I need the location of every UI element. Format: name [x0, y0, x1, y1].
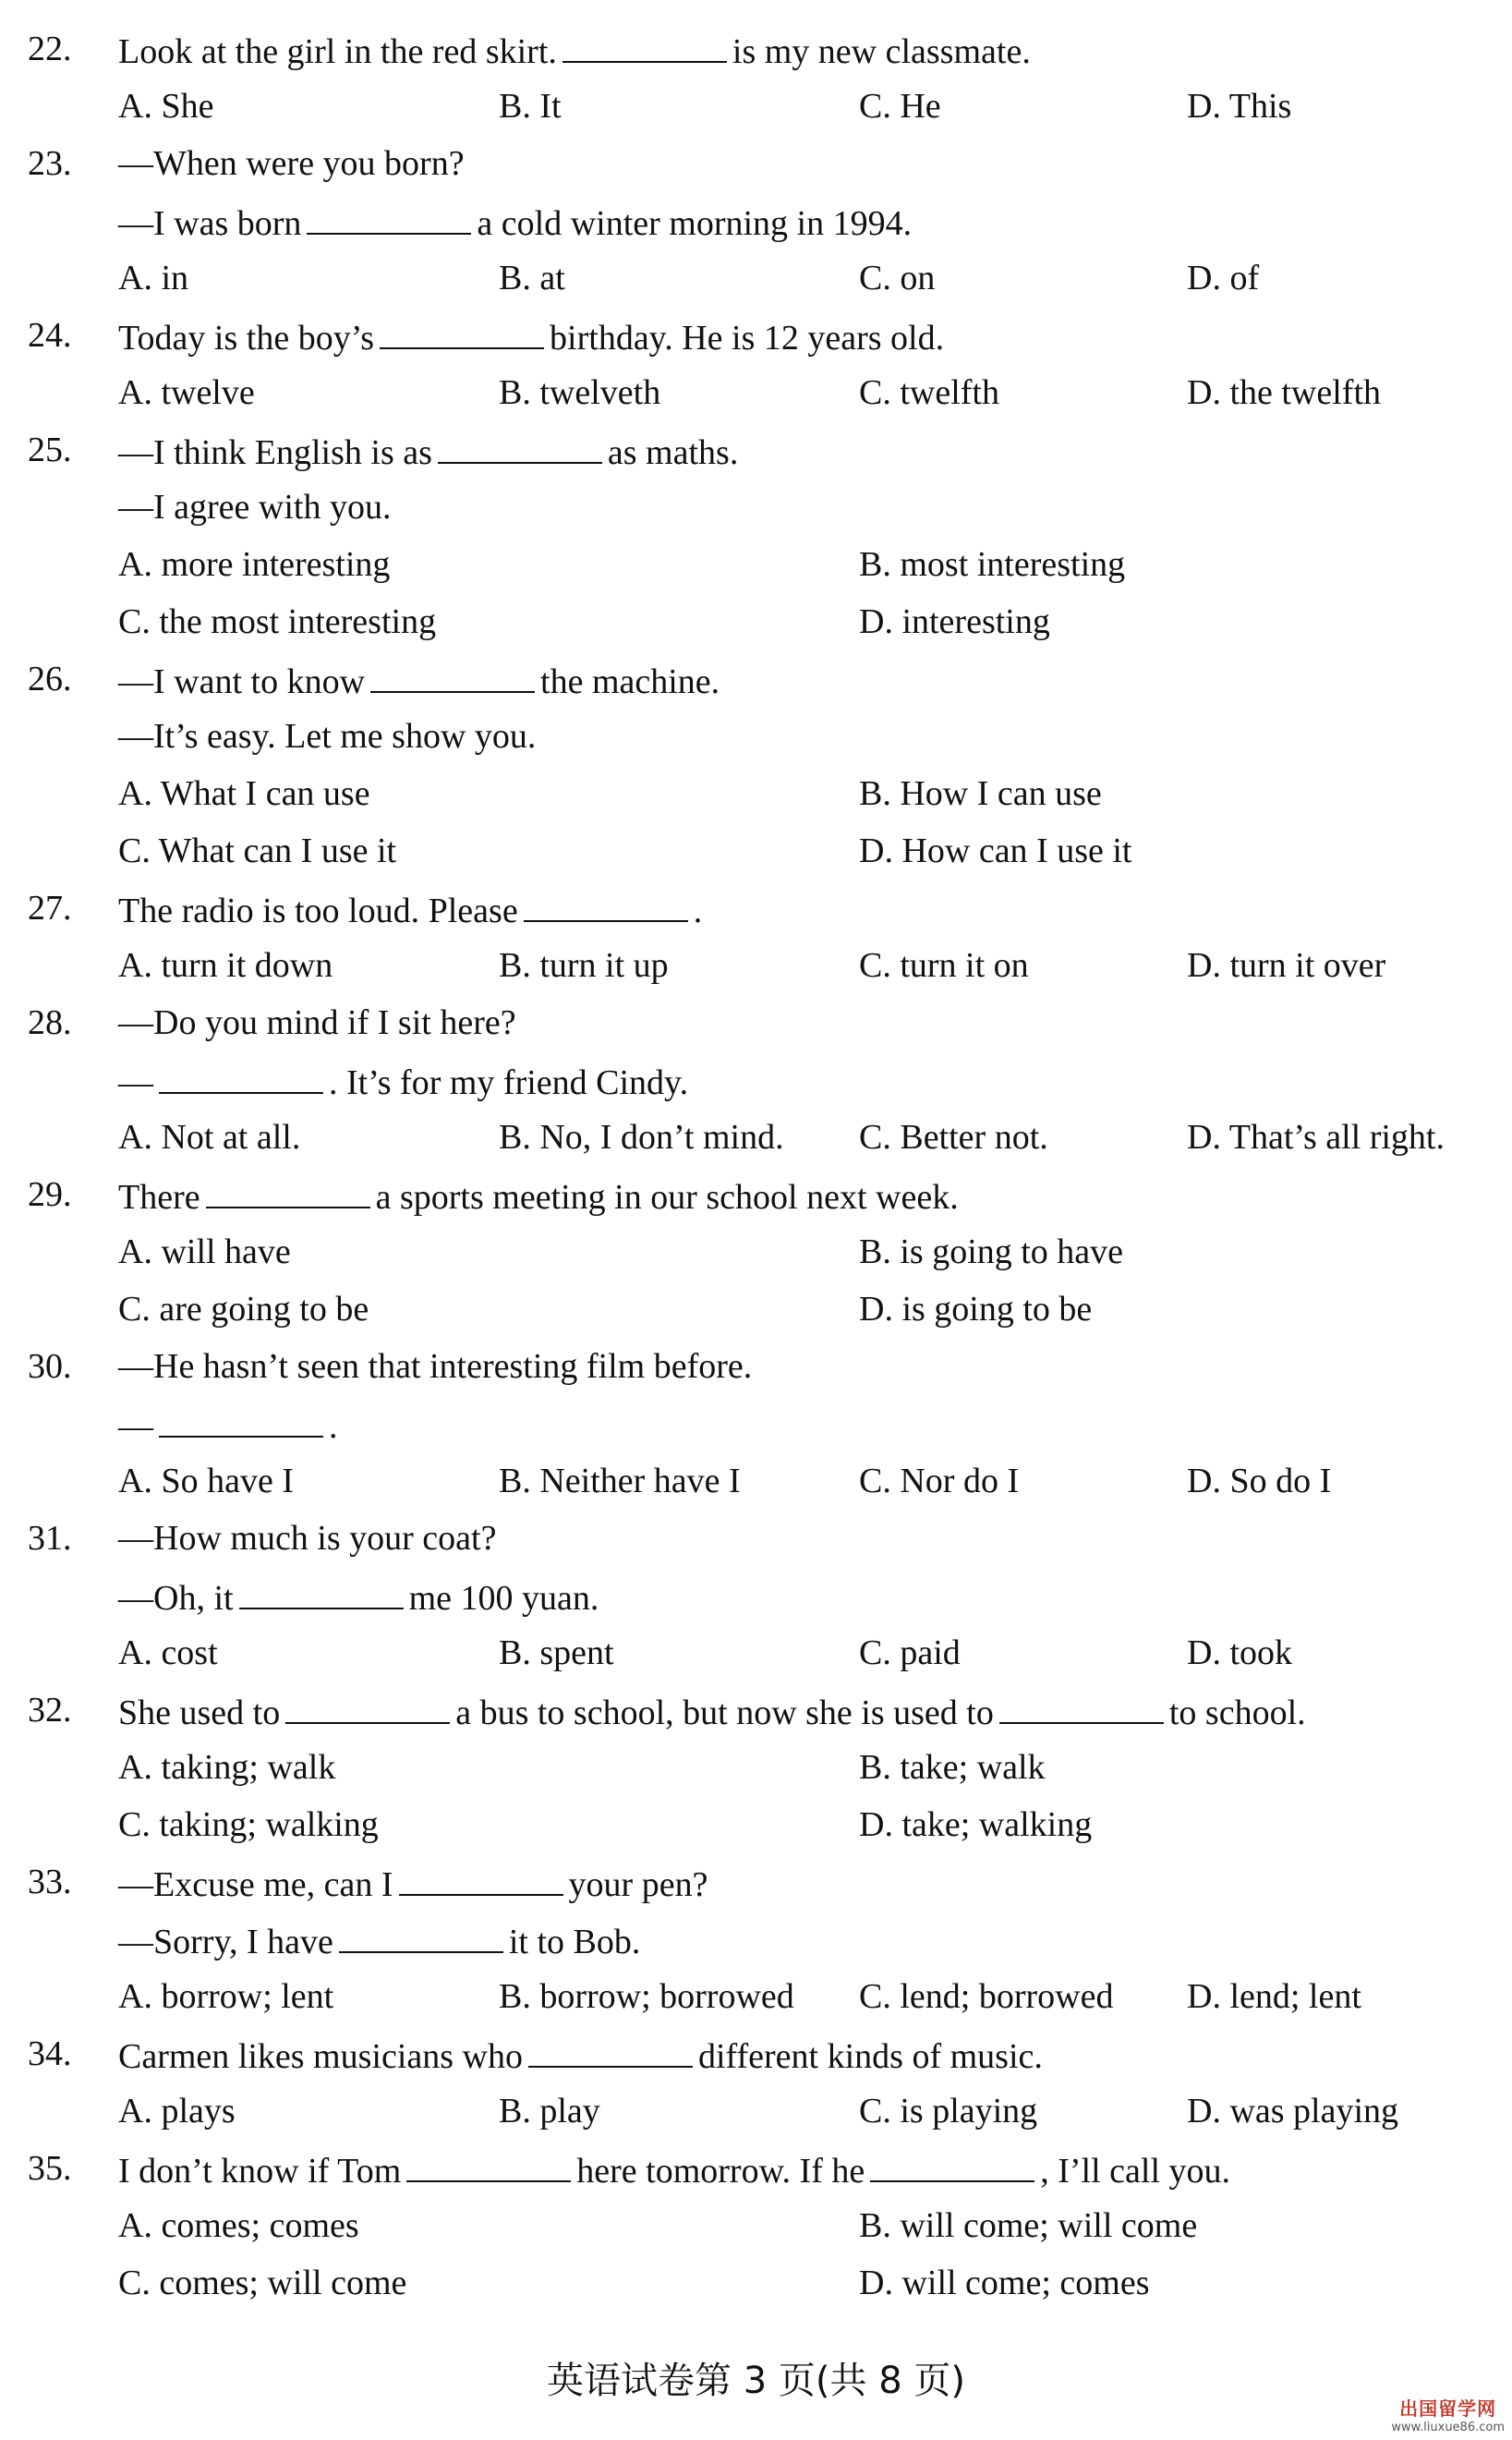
option-c[interactable]: C. the most interesting	[118, 602, 437, 641]
option-b[interactable]: B. spent	[499, 1633, 614, 1672]
option-b[interactable]: B. is going to have	[859, 1232, 1124, 1271]
question-number: 30.	[28, 1347, 72, 1386]
question-text: a bus to school, but now she is used to	[455, 1693, 994, 1732]
watermark-logo	[1391, 2394, 1505, 2434]
question-text: here tomorrow. If he	[576, 2152, 865, 2191]
question-line	[118, 486, 391, 528]
option-a[interactable]: A. She	[118, 87, 214, 126]
option-c[interactable]: C. comes; will come	[118, 2264, 407, 2302]
question-line	[118, 314, 944, 359]
question-line	[118, 887, 702, 932]
answer-blank[interactable]	[239, 1574, 404, 1609]
option-d[interactable]: D. This	[1187, 87, 1292, 126]
question-number: 35.	[28, 2149, 72, 2188]
question-number: 27.	[28, 889, 72, 928]
option-a[interactable]: A. cost	[118, 1633, 218, 1672]
option-b[interactable]: B. No, I don’t mind.	[499, 1118, 784, 1157]
question-line	[118, 715, 536, 758]
option-a[interactable]: A. What I can use	[118, 774, 370, 813]
question-text: —I think English is as	[118, 433, 432, 472]
question-text: Carmen likes musicians who	[118, 2037, 523, 2076]
question-text: —How much is your coat?	[118, 1519, 497, 1558]
option-d[interactable]: D. interesting	[859, 602, 1050, 641]
page-footer: 英语试卷第 3 页(共 8 页)	[547, 2360, 965, 2402]
option-d[interactable]: D. take; walking	[859, 1805, 1093, 1844]
option-d[interactable]: D. How can I use it	[859, 832, 1132, 870]
question-number: 34.	[28, 2034, 72, 2073]
question-line	[118, 2147, 1230, 2192]
answer-blank[interactable]	[159, 1402, 323, 1438]
option-a[interactable]: A. borrow; lent	[118, 1977, 334, 2016]
option-d[interactable]: D. was playing	[1187, 2092, 1399, 2130]
question-text: is my new classmate.	[732, 32, 1031, 71]
option-a[interactable]: A. in	[118, 259, 188, 297]
question-text: . It’s for my friend Cindy.	[329, 1063, 689, 1102]
question-text: —Oh, it	[118, 1579, 234, 1618]
option-c[interactable]: C. lend; borrowed	[859, 1977, 1114, 2016]
question-number: 26.	[28, 660, 72, 698]
question-text: me 100 yuan.	[408, 1579, 599, 1618]
option-c[interactable]: C. on	[859, 259, 936, 297]
question-line	[118, 200, 912, 245]
question-text: The radio is too loud. Please	[118, 892, 518, 930]
option-a[interactable]: A. Not at all.	[118, 1118, 301, 1157]
question-text: Look at the girl in the red skirt.	[118, 32, 557, 71]
answer-blank[interactable]	[380, 314, 544, 349]
answer-blank[interactable]	[370, 658, 535, 693]
option-b[interactable]: B. take; walk	[859, 1748, 1046, 1787]
question-text: birthday. He is 12 years old.	[550, 319, 945, 358]
question-line	[118, 1059, 688, 1104]
question-text: —	[118, 1063, 153, 1102]
question-number: 22.	[28, 30, 72, 68]
option-a[interactable]: A. twelve	[118, 373, 255, 412]
question-text: —Excuse me, can I	[118, 1865, 393, 1904]
option-d[interactable]: D. is going to be	[859, 1290, 1093, 1329]
question-line	[118, 1402, 338, 1448]
option-c[interactable]: C. taking; walking	[118, 1805, 379, 1844]
option-b[interactable]: B. How I can use	[859, 774, 1102, 813]
option-c[interactable]: C. are going to be	[118, 1290, 369, 1329]
question-text: your pen?	[568, 1865, 708, 1904]
option-b[interactable]: B. at	[499, 259, 565, 297]
question-text: .	[693, 892, 703, 930]
option-c[interactable]: C. He	[859, 87, 941, 126]
question-number: 24.	[28, 316, 72, 355]
answer-blank[interactable]	[438, 429, 602, 464]
question-line	[118, 2033, 1043, 2078]
question-text: —	[118, 1407, 153, 1446]
question-text: I don’t know if Tom	[118, 2152, 402, 2191]
question-line	[118, 1689, 1306, 1734]
option-b[interactable]: B. It	[499, 87, 562, 126]
option-b[interactable]: B. twelveth	[499, 373, 661, 412]
question-text: to school.	[1168, 1693, 1306, 1732]
option-d[interactable]: D. will come; comes	[859, 2264, 1150, 2302]
option-b[interactable]: B. turn it up	[499, 946, 669, 985]
answer-blank[interactable]	[285, 1689, 450, 1724]
question-text: the machine.	[540, 662, 720, 701]
question-text: —I was born	[118, 204, 302, 243]
question-number: 31.	[28, 1519, 72, 1558]
question-text: —I want to know	[118, 662, 366, 701]
question-text: it to Bob.	[508, 1923, 641, 1961]
option-c[interactable]: C. Nor do I	[859, 1462, 1020, 1500]
question-text: different kinds of music.	[697, 2037, 1043, 2076]
option-b[interactable]: B. Neither have I	[499, 1462, 741, 1500]
question-line	[118, 429, 738, 474]
question-text: She used to	[118, 1693, 281, 1732]
question-text: Today is the boy’s	[118, 319, 375, 358]
question-number: 25.	[28, 431, 72, 469]
option-a[interactable]: A. more interesting	[118, 545, 391, 584]
question-number: 33.	[28, 1863, 72, 1901]
question-text: as maths.	[607, 433, 739, 472]
option-d[interactable]: D. So do I	[1187, 1462, 1332, 1500]
option-d[interactable]: D. of	[1187, 259, 1260, 297]
answer-blank[interactable]	[406, 2147, 571, 2182]
question-text: a sports meeting in our school next week.	[375, 1178, 959, 1217]
option-c[interactable]: C. Better not.	[859, 1118, 1048, 1157]
question-number: 29.	[28, 1175, 72, 1214]
question-line	[118, 1001, 516, 1044]
answer-blank[interactable]	[999, 1689, 1164, 1724]
question-text: .	[329, 1407, 338, 1446]
option-b[interactable]: B. will come; will come	[859, 2206, 1198, 2245]
question-text: a cold winter morning in 1994.	[477, 204, 913, 243]
option-b[interactable]: B. most interesting	[859, 545, 1126, 584]
option-a[interactable]: A. will have	[118, 1232, 291, 1271]
option-d[interactable]: D. That’s all right.	[1187, 1118, 1445, 1157]
question-line	[118, 1574, 599, 1620]
question-text: , I’ll call you.	[1040, 2152, 1231, 2191]
option-a[interactable]: A. So have I	[118, 1462, 294, 1500]
option-b[interactable]: B. borrow; borrowed	[499, 1977, 794, 2016]
option-a[interactable]: A. taking; walk	[118, 1748, 336, 1787]
watermark-url: www.liuxue86.com	[1391, 2421, 1505, 2434]
option-c[interactable]: C. is playing	[859, 2092, 1038, 2130]
option-c[interactable]: C. What can I use it	[118, 832, 397, 870]
question-line	[118, 1517, 496, 1560]
question-line	[118, 658, 720, 703]
answer-blank[interactable]	[870, 2147, 1034, 2182]
option-d[interactable]: D. took	[1187, 1633, 1292, 1672]
question-line	[118, 1345, 752, 1388]
question-line	[118, 1861, 708, 1906]
option-c[interactable]: C. turn it on	[859, 946, 1029, 985]
question-line	[118, 1173, 959, 1219]
question-line	[118, 28, 1031, 73]
question-text: —Do you mind if I sit here?	[118, 1003, 516, 1042]
option-a[interactable]: A. turn it down	[118, 946, 333, 985]
answer-blank[interactable]	[206, 1173, 370, 1208]
option-c[interactable]: C. paid	[859, 1633, 961, 1672]
answer-blank[interactable]	[307, 200, 471, 235]
option-a[interactable]: A. comes; comes	[118, 2206, 359, 2245]
answer-blank[interactable]	[528, 2033, 693, 2068]
question-number: 32.	[28, 1691, 72, 1730]
option-b[interactable]: B. play	[499, 2092, 600, 2130]
option-d[interactable]: D. the twelfth	[1187, 373, 1382, 412]
option-a[interactable]: A. plays	[118, 2092, 236, 2130]
answer-blank[interactable]	[524, 887, 688, 922]
question-text: There	[118, 1178, 200, 1217]
answer-blank[interactable]	[159, 1059, 323, 1094]
answer-blank[interactable]	[399, 1861, 563, 1896]
question-line	[118, 1918, 640, 1963]
question-text: —When were you born?	[118, 144, 465, 183]
watermark-title: 出国留学网	[1399, 2398, 1497, 2420]
option-c[interactable]: C. twelfth	[859, 373, 999, 412]
answer-blank[interactable]	[339, 1918, 503, 1953]
question-text: —Sorry, I have	[118, 1923, 333, 1961]
question-text: —He hasn’t seen that interesting film before.	[118, 1347, 753, 1386]
question-text: —I agree with you.	[118, 488, 392, 527]
question-text: —It’s easy. Let me show you.	[118, 717, 537, 756]
question-line	[118, 142, 465, 185]
question-number: 23.	[28, 144, 72, 183]
option-d[interactable]: D. lend; lent	[1187, 1977, 1361, 2016]
option-d[interactable]: D. turn it over	[1187, 946, 1386, 985]
answer-blank[interactable]	[562, 28, 727, 63]
question-number: 28.	[28, 1003, 72, 1042]
